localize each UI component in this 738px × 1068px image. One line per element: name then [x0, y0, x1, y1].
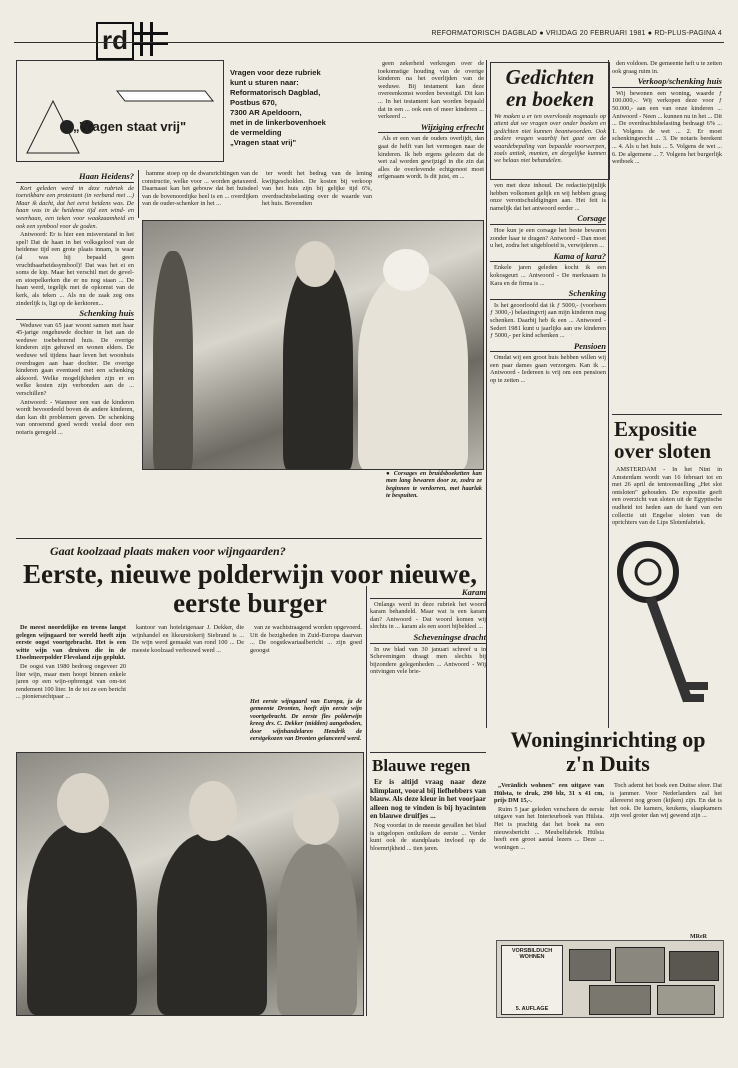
wijziging-heading: Wijziging erfrecht — [378, 124, 484, 134]
koolzaad-body1: De oogst van 1980 bedroeg ongeveer 20 liter wijn, maar men hoopt binnen enkele jaren op een wijn-opbrengst van om-tot rendement 100 liter. In de tot ze een bericht ... pioniersechtpaar ... — [16, 662, 126, 701]
rd-logo — [96, 22, 134, 60]
karam-section — [370, 586, 486, 748]
expositie-rule — [612, 414, 722, 415]
column-wijziging — [378, 60, 484, 220]
schenking-heading: Schenking huis — [16, 310, 134, 320]
koolzaad-body2: kantoor van hoteleigenaar J. Dekker, die wijnhandel en likeurstokerij Siebrand is ... De wijn werd gemaakt van rond 100 ... De meeste koolzaad verbouwd werd ... — [132, 624, 244, 654]
koolzaad-body3: van ze wachtstraagend worden opgevoerd. Uit de bezigheden in Zuid-Europa daarvan ... De oogstkwartaalbericht ... zijn goed geoogst — [250, 624, 362, 654]
haan-question: Kort geleden werd in deze rubriek de toereikbare een protestant (in verband met ...) Maar ik dacht, dat het eerst heidens was. De haan was in de heidense tijd een wind- en weerhaan, een teken voor waakzaamheid en ook een symbool voor de goden. — [16, 184, 134, 230]
col2-text: hamme stoep op de dwarsrichtingen van de constructie, welke voor ... worden getaxeerd. Daarnaast kan het gebouw dat het huisdeel van de bovenoordijke heel is en ... overdijken van de ouder-schenker in het ... — [142, 170, 258, 208]
column-rule — [486, 60, 487, 728]
address-line: „Vragen staat vrij" — [230, 138, 297, 147]
vragen-title: „Vragen staat vrij" — [73, 119, 187, 134]
haan-heading: Haan Heidens? — [16, 173, 134, 183]
koolzaad-col-2 — [132, 624, 244, 748]
haan-answer: Antwoord: Er is hier een misverstand in het spel! Dat de haan in het volksgeloof van de heidense tijd een grote plaats innam, is waar (al was hij bepaald geen vruchtbaarheidssymbool)! Dat was het ei en soms de kip. Maar het verschil met de gevel- en stoepelkerken die er nu nog staan ... De haan werd, tegelijk met de opkomst van de kerk, als teken ... Als nu de zaak zeg ons zinderlijk is, ligt op de kerktoren... — [16, 231, 134, 307]
column-rule — [366, 586, 367, 1016]
corsage-heading: Corsage — [490, 215, 606, 225]
pensioen-heading: Pensioen — [490, 343, 606, 353]
koolzaad-kicker: Gaat koolzaad plaats maken voor wijngaarden? — [50, 544, 286, 558]
address-line: Vragen voor deze rubriek — [230, 68, 321, 77]
column-haan — [16, 170, 134, 542]
schenking2-text: Is het geoorloofd dat ik ƒ 5000,- (voorheen ƒ 3000,-) belastingvrij aan mijn kinderen mag schenken. Daarbij heb ik een ... Antwoord - Sedert 1981 kunt u jaarlijks aan uw kinderen ƒ 5000,- per kind schenken ... — [490, 301, 606, 340]
address-line: Reformatorisch Dagblad, — [230, 88, 321, 97]
column-verkoop — [612, 60, 722, 412]
wijziging-text: Als er een van de ouders overlijdt, dan gaat de helft van het vermogen naar de kinderen. Ik heb ergens gelezen dat de wet zal worden gewijzigd in die zin dat alles de overlevende echtgenoot moet erfgenaam wordt. Is dit juist, en ... — [378, 135, 484, 181]
col6-top-text: den voldoen. De gemeente heft u te zetten ook graag ruim in. — [612, 60, 722, 75]
gedichten-intro: We maken u er ten overvloede nogmaals op attent dat we vragen over onder boeken en gedichten niet kunnen beantwoorden. Ook andere vragen waarbij het gaat om de waardebepaling van bepaalde voorwerpen, zoals antiek, munten, en dergelijke kunnen we helaas niet behandelen. — [494, 113, 606, 165]
kama-text: Enkele jaren geleden kocht ik een kokosgeurt ... Antwoord - De merknaam is Kara en de firma is ... — [490, 264, 606, 287]
karam-text: Onlangs werd in deze rubriek het woord karam behandeld. Maar wat is een karam dan? Antwoord - Dat woord komen wij slechts in ... karam als een soort bijbeldeel ... — [370, 600, 486, 631]
address-line: 7300 AR Apeldoorn, — [230, 108, 302, 117]
wedding-photo — [142, 220, 484, 470]
blauwe-body: Nog voordat in de meeste gevallen het blad is uitgelopen ontluiken de eerste ... Verder kunt ook de standplaats invloed op de bloemrijkheid ... tien jaren. — [370, 821, 486, 852]
koolzaad-col-1 — [16, 624, 126, 748]
col4-top-text: geen zekerheid verkregen over de toekomstige houding van de overige kinderen na het overlijden van de weduwe. Bij testament kan deze overeenkomst worden bevestigd. Dit kan ... In het testament kan worden bepaald dat in een ... ook een of meer kinderen ... verkeerd ... — [378, 60, 484, 121]
gedichten-body: ven met deze inhoud. De redactie/pijnlijk hebben volkomen gelijk en wij hebben graag onze verontschuldigingen aan. Het feit is namelijk dat het antwoord eerder ... — [490, 182, 606, 212]
expositie-title: Expositie over sloten — [614, 417, 712, 463]
koolzaad-col-3 — [250, 624, 362, 694]
book-illustration — [496, 940, 724, 1018]
woning-col-1 — [494, 782, 604, 932]
section-rule — [16, 538, 482, 539]
woning-signature: MReR — [690, 934, 707, 940]
book-page-image — [589, 985, 651, 1015]
book-page-image — [669, 951, 719, 981]
gedichten-title: Gedichten en boeken — [505, 65, 595, 111]
address-line: kunt u sturen naar: — [230, 78, 299, 87]
wedding-caption: ● Corsages en bruidsboeketten kan men lang bewaren door ze, zodra ze beginnen te verdorren, met haarlak te bespuiten. — [386, 470, 482, 500]
wine-award-photo — [16, 752, 364, 1016]
header-meta: REFORMATORISCH DAGBLAD ● VRIJDAG 20 FEBRUARI 1981 ● RD-PLUS-PAGINA 4 — [431, 30, 722, 37]
scheveningse-text: In uw blad van 30 januari schreef u in Scheveningen draagt men slechts bij bijzondere gelegenheden ... Antwoord - Wij ontvingen vele brie- — [370, 645, 486, 676]
book-edition: 5. AUFLAGE — [515, 1006, 549, 1012]
schenking-answer: Antwoord: - Wanneer een van de kinderen wordt bevoordeeld boven de andere kinderen, dan kan dit problemen geven. De schenking van onroerend goed wordt veelal door een notaris geregeld ... — [16, 398, 134, 436]
karam-heading: Karam — [370, 589, 486, 599]
koolzaad-caption: Het eerste wijngaard van Europa, ja de gemeente Dronten, heeft zijn eerste wijn voortgebracht. De eerste fles polderwijn kreeg drs. C. Dekker (midden) aangeboden, door wijnhandelaren Hendrik de eerstgekozen van Dronten gelanceerd werd. — [250, 698, 362, 743]
schenking-question: Weduwe van 65 jaar woont samen met haar 45-jarige ongehuwde dochter in het aan de weduwe toebehorend huis. De overige kinderen zijn gehuwd en wonen elders. De weduwe wil tijdens haar leven het woonhuis overdragen aan haar dochter. De overige kinderen gaan eventueel met een schenking akkoord. Welke mogelijkheden zijn er en welke kosten zijn verbonden aan de ... verschillen? — [16, 321, 134, 398]
gedichten-box — [490, 62, 610, 180]
vragen-banner — [16, 60, 224, 162]
koolzaad-lead: De meest noordelijke en tevens langst gelegen wijngaard ter wereld heeft zijn eerste oogst voortgebracht. Het is een witte wijn van druiven die in de IJsselmeerpolder Flevoland zijn geplukt. — [16, 624, 126, 662]
woning-lead: „Veränlich wohnen" een uitgave van Hülsta, te druk, 290 blz, 31 x 41 cm, prijs DM 15,-. — [494, 782, 604, 805]
woning-body: Ruim 5 jaar geleden verscheen de eerste uitgave van het Interieurboek van Hülsta. Het is prachtig dat het boek na een nieuwsbericht ... Meubelfabriek Hülsta heeft een groot aantal lezers ... Deze ... woningen ... — [494, 805, 604, 851]
address-line: de vermelding — [230, 128, 282, 137]
schenking2-heading: Schenking — [490, 290, 606, 300]
book-cover — [501, 945, 563, 1015]
logo-text: rd — [102, 25, 128, 55]
verkoop-heading: Verkoop/schenking huis — [612, 78, 722, 88]
key-illustration-icon — [612, 532, 722, 722]
column-2-top — [142, 170, 258, 218]
masthead-rule — [14, 42, 724, 43]
koolzaad-headline: Eerste, nieuwe polderwijn voor nieuwe, eerste burger — [23, 559, 477, 618]
pensioen-text: Omdat wij een groot huis hebben willen wij een paar dames gaan verzorgen. Kan ik ... Antwoord - Iedereen is vrij om een pensioen op te zetten ... — [490, 354, 606, 385]
kama-heading: Kama of kara? — [490, 253, 606, 263]
book-page-image — [657, 985, 715, 1015]
address-line: met in de linkerbovenhoek — [230, 118, 326, 127]
verkoop-text: Wij bewonen een woning, waarde ƒ 100.000,-. Wij verkopen deze voor ƒ 50.000,- aan een van onze kinderen ... Antwoord - Neen ... kunnen nu in het ... Dit ... De overdrachtsbelasting bedraagt 6% ... 1. Volgens de wet ... 2. Er moet schenkingsrecht ... 3. De notaris berekent ... 4. Als u het huis ... 5. Volgens de wet ... 6. De algemene ... 7. Volgens het burgerlijk wetboek ... — [612, 89, 722, 166]
column-rule — [608, 60, 609, 728]
column-5 — [490, 182, 606, 612]
book-label: VORSBILDUCH WOHNEN — [511, 948, 553, 960]
blauwe-rule — [370, 752, 486, 753]
woning-body2: Toch ademt het boek een Duitse sfeer. Dat is jammer. Voor Nederlanders zal het allereerst nog groen (kijken) zijn. En dat is het ook. De kamers, keukens, slaapkamers zijn veel groter dan wij gewend zijn ... — [610, 782, 722, 820]
woning-headline: Woninginrichting op z'n Duits — [510, 727, 706, 776]
scheveningse-heading: Scheveningse dracht — [370, 634, 486, 644]
blauwe-headline: Blauwe regen — [372, 756, 471, 775]
expositie-text — [612, 466, 722, 530]
blauwe-text — [370, 778, 486, 1014]
book-page-image — [615, 947, 665, 983]
address-box — [230, 68, 348, 160]
column-rule — [138, 170, 139, 218]
woning-col-2 — [610, 782, 722, 932]
binocular-drawing-icon — [17, 61, 223, 161]
col3-text: ter wordt het bedrag van de lening kwijtgescholden. De kosten bij verkoop van het huis zijn bij gelijke tijd 6%, overdrachtsbelasting over de waarde van het huis. Bovendien — [262, 170, 372, 208]
column-3-top — [262, 170, 372, 218]
blauwe-lead: Er is altijd vraag naar deze klimplant, vooral bij liefhebbers van blauw. Als deze kleur in het voorjaar alleen nog te vinden is bij hyacinten en blauwe druifjes ... — [370, 778, 486, 821]
book-page-image — [569, 949, 611, 981]
address-line: Postbus 670, — [230, 98, 277, 107]
corsage-text: Hoe kun je een corsage het beste bewaren zonder haar te dragen? Antwoord - Dan moet u het, zodra het uitgebloeid is, verwijderen ... — [490, 226, 606, 250]
expositie-body: AMSTERDAM - In het Nint in Amsterdam wordt van 16 februari tot en met 26 april de tentoonstelling „Het slot ontsloten" gehouden. De expositie geeft een overzicht van sloten uit de Egyptische oudheid tot heden aan de hand van een collectie uit Engelse sloten van de oprichters van de Lips Slotenfabriek. — [612, 466, 722, 527]
logo-grid-icon — [134, 22, 168, 56]
